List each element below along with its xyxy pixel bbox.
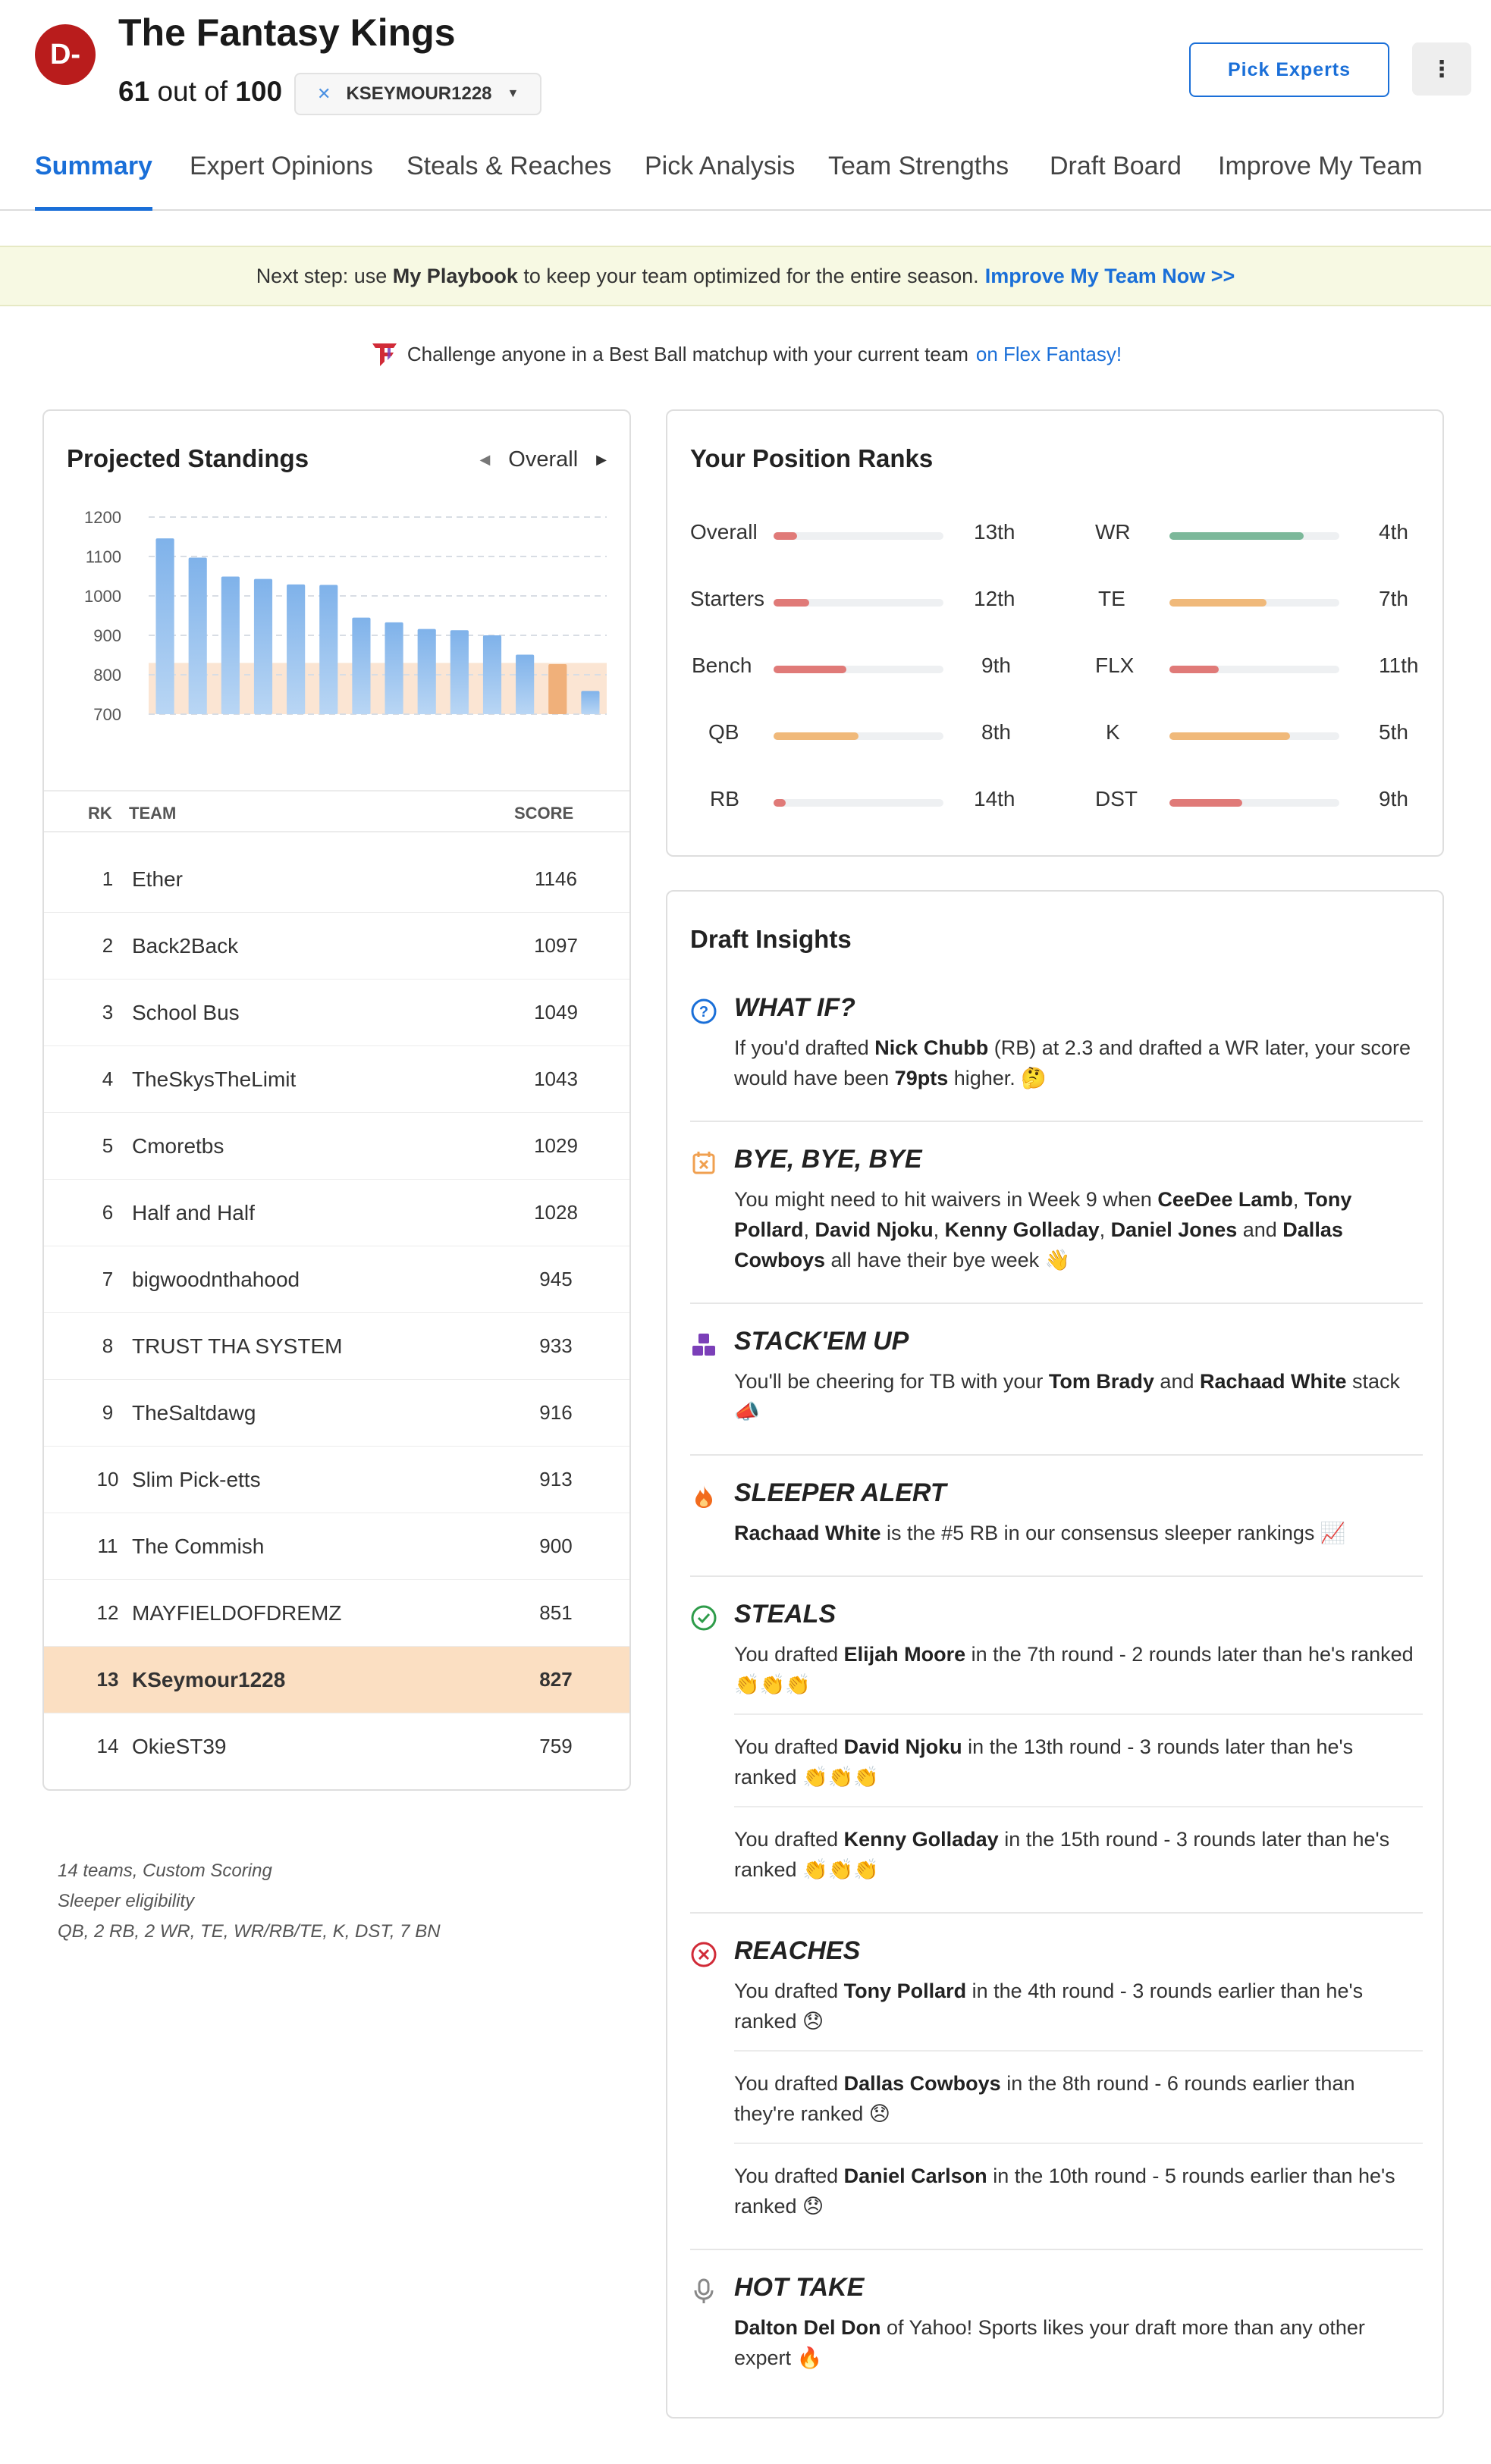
row-rank: 6 bbox=[102, 1201, 114, 1224]
position-ranks-card bbox=[666, 409, 1444, 857]
table-row[interactable] bbox=[44, 1113, 629, 1180]
divider bbox=[690, 2249, 1423, 2250]
fire-icon bbox=[690, 1483, 717, 1510]
rank-bar bbox=[1169, 732, 1339, 740]
insight-text: If you'd drafted Nick Chubb (RB) at 2.3 and drafted a WR later, your score would have been 79pts higher. 🤔 bbox=[734, 1036, 1411, 1089]
pick-experts-button[interactable]: Pick Experts bbox=[1189, 42, 1389, 97]
row-score: 827 bbox=[539, 1668, 573, 1691]
chevron-right-icon[interactable]: ▶ bbox=[596, 452, 607, 467]
below-average-band bbox=[149, 663, 607, 714]
bar[interactable] bbox=[352, 618, 370, 714]
rank-label: TE bbox=[1098, 587, 1125, 610]
team-title: The Fantasy Kings bbox=[118, 11, 456, 54]
table-row-my-team[interactable] bbox=[44, 1647, 629, 1713]
rank-bar-fill bbox=[774, 799, 786, 807]
row-score: 916 bbox=[539, 1401, 573, 1424]
row-rank: 14 bbox=[96, 1735, 119, 1757]
rank-bar bbox=[774, 666, 943, 673]
bar[interactable] bbox=[221, 577, 240, 714]
rank-label: WR bbox=[1095, 520, 1131, 544]
insight-text: You'll be cheering for TB with your Tom Brady and Rachaad White stack 📣 bbox=[734, 1370, 1401, 1423]
rank-value: 9th bbox=[1379, 787, 1408, 810]
rank-value: 8th bbox=[981, 720, 1011, 744]
league-eligibility: Sleeper eligibility bbox=[58, 1891, 195, 1911]
bar[interactable] bbox=[418, 629, 436, 714]
rank-bar-fill bbox=[774, 732, 859, 740]
row-score: 759 bbox=[539, 1735, 573, 1757]
rank-label: QB bbox=[708, 720, 739, 744]
bar[interactable] bbox=[254, 579, 272, 714]
steal-item: You drafted Kenny Golladay in the 15th round - 3 rounds later than he's ranked 👏👏👏 bbox=[734, 1828, 1390, 1881]
challenge-text: Challenge anyone in a Best Ball matchup with your current team bbox=[406, 342, 968, 365]
row-team: Ether bbox=[132, 867, 183, 891]
insight-bye-weeks bbox=[690, 1145, 1423, 1281]
user-chip-label: KSEYMOUR1228 bbox=[346, 83, 492, 104]
divider bbox=[734, 1713, 1423, 1715]
bar[interactable] bbox=[189, 558, 207, 714]
row-rank: 5 bbox=[102, 1134, 114, 1157]
rank-dst bbox=[1095, 787, 1429, 817]
position-ranks-title: Your Position Ranks bbox=[690, 444, 934, 472]
row-score: 900 bbox=[539, 1535, 573, 1557]
col-score: SCORE bbox=[514, 804, 574, 823]
rank-bar-fill bbox=[1169, 799, 1242, 807]
standings-rows bbox=[44, 846, 629, 1780]
row-team: Cmoretbs bbox=[132, 1134, 224, 1158]
calendar-icon bbox=[690, 1149, 717, 1177]
row-score: 1043 bbox=[534, 1067, 578, 1090]
row-team: TheSkysTheLimit bbox=[132, 1067, 297, 1091]
table-row[interactable] bbox=[44, 1580, 629, 1647]
header bbox=[0, 0, 1491, 136]
rank-bar bbox=[774, 732, 943, 740]
insight-reaches bbox=[690, 1936, 1423, 2240]
row-team: OkieST39 bbox=[132, 1735, 227, 1758]
row-team: Half and Half bbox=[132, 1201, 255, 1224]
table-row[interactable] bbox=[44, 1713, 629, 1780]
rank-label: FLX bbox=[1095, 654, 1135, 677]
divider bbox=[690, 1912, 1423, 1914]
row-rank: 8 bbox=[102, 1334, 114, 1357]
rank-bar bbox=[774, 532, 943, 540]
standings-title: Projected Standings bbox=[67, 444, 309, 472]
flex-fantasy-link[interactable]: on Flex Fantasy! bbox=[975, 342, 1122, 365]
row-score: 1146 bbox=[535, 867, 577, 890]
row-rank: 10 bbox=[96, 1468, 119, 1491]
banner-playbook: My Playbook bbox=[392, 264, 518, 287]
rank-flx bbox=[1095, 654, 1429, 684]
rank-label: Bench bbox=[692, 654, 752, 677]
row-team: TheSaltdawg bbox=[132, 1401, 256, 1425]
tab-steals-reaches[interactable]: Steals & Reaches bbox=[406, 152, 612, 180]
row-team: TRUST THA SYSTEM bbox=[132, 1334, 343, 1358]
rank-value: 12th bbox=[974, 587, 1015, 610]
rank-label: K bbox=[1106, 720, 1120, 744]
rank-bar bbox=[1169, 532, 1339, 540]
rank-overall bbox=[690, 520, 1039, 550]
table-row[interactable] bbox=[44, 1380, 629, 1447]
row-rank: 9 bbox=[102, 1401, 114, 1424]
standings-view-label: Overall bbox=[508, 447, 579, 472]
tab-bar bbox=[0, 152, 1491, 211]
row-rank: 12 bbox=[96, 1601, 119, 1624]
tab-team-strengths[interactable]: Team Strengths bbox=[828, 152, 1009, 180]
y-tick-label: 1200 bbox=[84, 508, 121, 527]
score-value: 61 bbox=[118, 76, 150, 107]
steal-item: You drafted Elijah Moore in the 7th round - 2 rounds later than he's ranked 👏👏👏 bbox=[734, 1643, 1414, 1696]
table-row[interactable] bbox=[44, 980, 629, 1046]
steal-item: You drafted David Njoku in the 13th round - 3 rounds later than he's ranked 👏👏👏 bbox=[734, 1735, 1354, 1788]
row-team: Back2Back bbox=[132, 934, 239, 958]
rank-label: Overall bbox=[690, 520, 758, 544]
draft-insights-card bbox=[666, 890, 1444, 2419]
user-selector[interactable] bbox=[294, 73, 541, 115]
banner-middle: to keep your team optimized for the entire season. bbox=[523, 264, 979, 287]
rank-bar-fill bbox=[1169, 532, 1304, 540]
row-score: 1029 bbox=[534, 1134, 578, 1157]
table-row[interactable] bbox=[44, 1447, 629, 1513]
check-circle-icon bbox=[690, 1604, 717, 1632]
blocks-icon bbox=[690, 1331, 717, 1359]
insight-heading: BYE, BYE, BYE bbox=[734, 1145, 922, 1174]
draft-insights-title: Draft Insights bbox=[690, 925, 852, 953]
reach-item: You drafted Daniel Carlson in the 10th round - 5 rounds earlier than he's ranked 😞 bbox=[734, 2165, 1395, 2218]
row-rank: 1 bbox=[102, 867, 114, 890]
rank-bar bbox=[774, 799, 943, 807]
rank-te bbox=[1095, 587, 1429, 617]
row-rank: 3 bbox=[102, 1001, 114, 1024]
bar[interactable] bbox=[385, 622, 403, 714]
rank-bar-fill bbox=[1169, 732, 1290, 740]
standings-chart bbox=[44, 502, 629, 729]
table-row[interactable] bbox=[44, 1513, 629, 1580]
flex-fantasy-logo-icon bbox=[369, 339, 400, 369]
y-tick-label: 900 bbox=[93, 626, 121, 645]
reach-item: You drafted Dallas Cowboys in the 8th round - 6 rounds earlier than they're ranked 😞 bbox=[734, 2072, 1355, 2125]
rank-bar-fill bbox=[1169, 666, 1219, 673]
row-rank: 11 bbox=[97, 1535, 118, 1557]
projected-standings-card bbox=[42, 409, 631, 1791]
rank-starters bbox=[690, 587, 1039, 617]
banner-prefix: Next step: use bbox=[256, 264, 388, 287]
svg-text:?: ? bbox=[698, 1004, 709, 1020]
tab-improve-my-team[interactable]: Improve My Team bbox=[1218, 152, 1423, 180]
microphone-icon bbox=[690, 2277, 717, 2305]
y-tick-label: 1000 bbox=[84, 587, 121, 606]
insight-text: You might need to hit waivers in Week 9 when CeeDee Lamb, Tony Pollard, David Njoku, Kenny Golladay, Daniel Jones and Dallas Cowboys all have their bye week 👋 bbox=[734, 1188, 1352, 1271]
bar[interactable] bbox=[483, 635, 501, 714]
tab-summary[interactable]: Summary bbox=[35, 152, 152, 211]
col-team: TEAM bbox=[129, 804, 177, 823]
league-settings-note bbox=[58, 1856, 441, 1947]
rank-qb bbox=[690, 720, 1039, 751]
insight-sleeper bbox=[690, 1478, 1423, 1562]
table-row[interactable] bbox=[44, 1313, 629, 1380]
bar-my-team[interactable] bbox=[548, 664, 567, 714]
y-tick-label: 700 bbox=[93, 705, 121, 724]
insight-heading: SLEEPER ALERT bbox=[734, 1478, 946, 1507]
more-options-button[interactable]: ⋮ bbox=[1412, 42, 1471, 96]
rank-rb bbox=[690, 787, 1039, 817]
question-icon bbox=[690, 998, 717, 1025]
row-score: 913 bbox=[539, 1468, 573, 1491]
divider bbox=[690, 1575, 1423, 1577]
chevron-left-icon[interactable]: ◀ bbox=[479, 452, 491, 467]
rank-bar bbox=[774, 599, 943, 607]
table-row[interactable] bbox=[44, 1246, 629, 1313]
divider bbox=[690, 1303, 1423, 1304]
rank-value: 7th bbox=[1379, 587, 1408, 610]
improve-team-link[interactable]: Improve My Team Now >> bbox=[984, 264, 1235, 287]
insight-steals bbox=[690, 1600, 1423, 1903]
insight-text: Rachaad White is the #5 RB in our consensus sleeper rankings 📈 bbox=[734, 1522, 1346, 1544]
score-text: out of bbox=[157, 76, 228, 107]
rank-label: DST bbox=[1095, 787, 1138, 810]
rank-bar bbox=[1169, 799, 1339, 807]
insight-heading: STEALS bbox=[734, 1600, 837, 1629]
rank-value: 13th bbox=[974, 520, 1015, 544]
rank-bar-fill bbox=[774, 666, 846, 673]
rank-bench bbox=[690, 654, 1039, 684]
row-team: School Bus bbox=[132, 1001, 240, 1024]
table-row[interactable] bbox=[44, 1180, 629, 1246]
rank-label: RB bbox=[710, 787, 739, 810]
row-score: 1049 bbox=[534, 1001, 578, 1024]
y-tick-label: 1100 bbox=[85, 547, 121, 566]
tab-draft-board[interactable]: Draft Board bbox=[1050, 152, 1182, 180]
x-circle-icon bbox=[690, 1941, 717, 1968]
y-tick-label: 800 bbox=[93, 666, 121, 685]
next-step-banner bbox=[0, 246, 1491, 306]
rank-value: 5th bbox=[1379, 720, 1408, 744]
tab-pick-analysis[interactable]: Pick Analysis bbox=[645, 152, 796, 180]
row-score: 851 bbox=[539, 1601, 573, 1624]
chevron-down-icon: ▼ bbox=[507, 87, 519, 100]
row-team: bigwoodnthahood bbox=[132, 1268, 300, 1291]
divider bbox=[690, 1121, 1423, 1122]
insight-heading: WHAT IF? bbox=[734, 993, 855, 1022]
insight-what-if bbox=[690, 993, 1423, 1107]
tab-expert-opinions[interactable]: Expert Opinions bbox=[190, 152, 373, 180]
rank-bar bbox=[1169, 599, 1339, 607]
reach-item: You drafted Tony Pollard in the 4th round - 3 rounds earlier than he's ranked 😞 bbox=[734, 1980, 1364, 2033]
divider bbox=[734, 2143, 1423, 2144]
bar[interactable] bbox=[516, 654, 534, 714]
remove-icon[interactable]: ✕ bbox=[317, 84, 331, 103]
table-row[interactable] bbox=[44, 1046, 629, 1113]
bar[interactable] bbox=[450, 630, 469, 714]
row-score: 1097 bbox=[534, 934, 578, 957]
grade-badge: D- bbox=[35, 24, 96, 85]
table-row[interactable] bbox=[44, 846, 629, 913]
insight-hot-take bbox=[690, 2273, 1423, 2387]
standings-view-switch bbox=[479, 447, 607, 472]
insight-heading: REACHES bbox=[734, 1936, 861, 1965]
row-rank: 7 bbox=[102, 1268, 114, 1290]
team-score bbox=[118, 76, 282, 108]
league-size: 14 teams, Custom Scoring bbox=[58, 1861, 272, 1881]
row-score: 945 bbox=[539, 1268, 573, 1290]
row-rank: 2 bbox=[102, 934, 114, 957]
rank-value: 4th bbox=[1379, 520, 1408, 544]
insight-heading: STACK'EM UP bbox=[734, 1327, 909, 1356]
rank-bar-fill bbox=[1169, 599, 1267, 607]
row-score: 933 bbox=[539, 1334, 573, 1357]
league-roster: QB, 2 RB, 2 WR, TE, WR/RB/TE, K, DST, 7 BN bbox=[58, 1921, 441, 1942]
row-rank: 4 bbox=[102, 1067, 114, 1090]
rank-k bbox=[1095, 720, 1429, 751]
bar[interactable] bbox=[319, 585, 337, 714]
row-team: The Commish bbox=[132, 1535, 265, 1558]
bar[interactable] bbox=[155, 538, 174, 714]
bar[interactable] bbox=[287, 585, 305, 714]
table-row[interactable] bbox=[44, 913, 629, 980]
bar[interactable] bbox=[581, 691, 599, 714]
row-rank: 13 bbox=[96, 1668, 119, 1691]
challenge-banner bbox=[0, 334, 1491, 375]
rank-bar bbox=[1169, 666, 1339, 673]
insight-heading: HOT TAKE bbox=[734, 2273, 865, 2302]
divider bbox=[734, 2050, 1423, 2052]
rank-value: 9th bbox=[981, 654, 1011, 677]
score-max: 100 bbox=[235, 76, 283, 107]
col-rk: RK bbox=[88, 804, 112, 823]
rank-value: 11th bbox=[1379, 654, 1419, 677]
row-team: KSeymour1228 bbox=[132, 1668, 286, 1691]
standings-bar-chart bbox=[44, 502, 629, 729]
row-team: MAYFIELDOFDREMZ bbox=[132, 1601, 342, 1625]
insight-stacks bbox=[690, 1327, 1423, 1433]
row-team: Slim Pick-etts bbox=[132, 1468, 261, 1491]
rank-bar-fill bbox=[774, 599, 809, 607]
row-score: 1028 bbox=[534, 1201, 578, 1224]
rank-bar-fill bbox=[774, 532, 797, 540]
insight-text: Dalton Del Don of Yahoo! Sports likes your draft more than any other expert 🔥 bbox=[734, 2316, 1365, 2369]
rank-label: Starters bbox=[690, 587, 765, 610]
standings-table-header bbox=[44, 790, 629, 832]
rank-wr bbox=[1095, 520, 1429, 550]
rank-value: 14th bbox=[974, 787, 1015, 810]
divider bbox=[734, 1806, 1423, 1807]
divider bbox=[690, 1454, 1423, 1456]
